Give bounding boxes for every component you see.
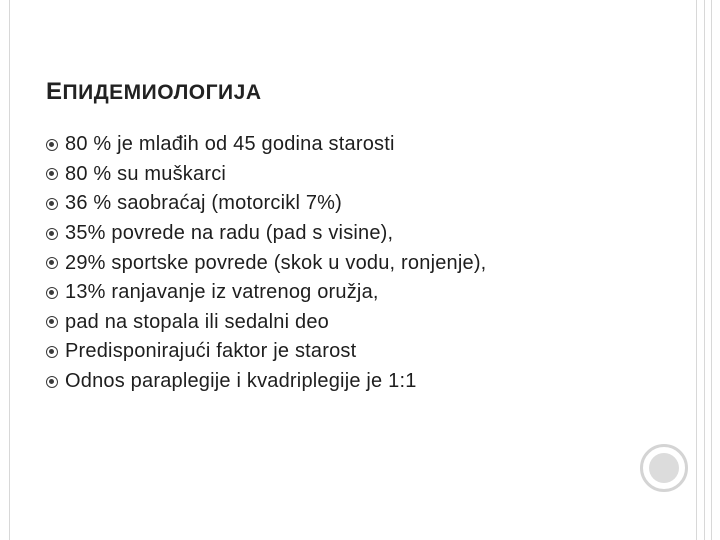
circle-bullet-icon xyxy=(46,168,58,180)
circle-bullet-icon xyxy=(46,198,58,210)
circle-bullet-icon xyxy=(46,287,58,299)
slide-title-initial: Е xyxy=(46,78,63,105)
bullet-list xyxy=(46,130,486,396)
slide-title-rest: ПИДЕМИОЛОГИЈА xyxy=(62,81,262,104)
bullet-text: 80 % su muškarci xyxy=(65,162,227,185)
list-item xyxy=(46,278,486,308)
circle-bullet-icon xyxy=(46,139,58,151)
bullet-text: 36 % saobraćaj (motorcikl 7%) xyxy=(65,192,343,215)
circle-bullet-icon xyxy=(46,257,58,269)
list-item xyxy=(46,248,486,278)
circle-bullet-icon xyxy=(46,376,58,388)
bullet-text: pad na stopala ili sedalni deo xyxy=(65,310,329,333)
list-item xyxy=(46,160,486,190)
decorative-border-line xyxy=(711,0,712,540)
bullet-text: 29% sportske povrede (skok u vodu, ronjenje), xyxy=(65,251,487,274)
list-item xyxy=(46,308,486,338)
circle-bullet-icon xyxy=(46,346,58,358)
bullet-text: 80 % je mlađih od 45 godina starosti xyxy=(65,133,395,156)
list-item xyxy=(46,130,486,160)
bullet-text: 35% povrede na radu (pad s visine), xyxy=(65,222,394,245)
list-item xyxy=(46,367,486,397)
bullet-text: Predisponirajući faktor je starost xyxy=(65,340,357,363)
decorative-border-line xyxy=(696,0,697,540)
bullet-text: Odnos paraplegije i kvadriplegije je 1:1 xyxy=(65,370,417,393)
bullet-text: 13% ranjavanje iz vatrenog oružja, xyxy=(65,281,379,304)
circle-bullet-icon xyxy=(46,316,58,328)
decorative-circle-icon xyxy=(640,444,688,492)
decorative-border-line xyxy=(9,0,10,540)
circle-bullet-icon xyxy=(46,228,58,240)
list-item xyxy=(46,219,486,249)
slide-title xyxy=(46,78,261,106)
list-item xyxy=(46,337,486,367)
list-item xyxy=(46,189,486,219)
decorative-border-line xyxy=(704,0,705,540)
